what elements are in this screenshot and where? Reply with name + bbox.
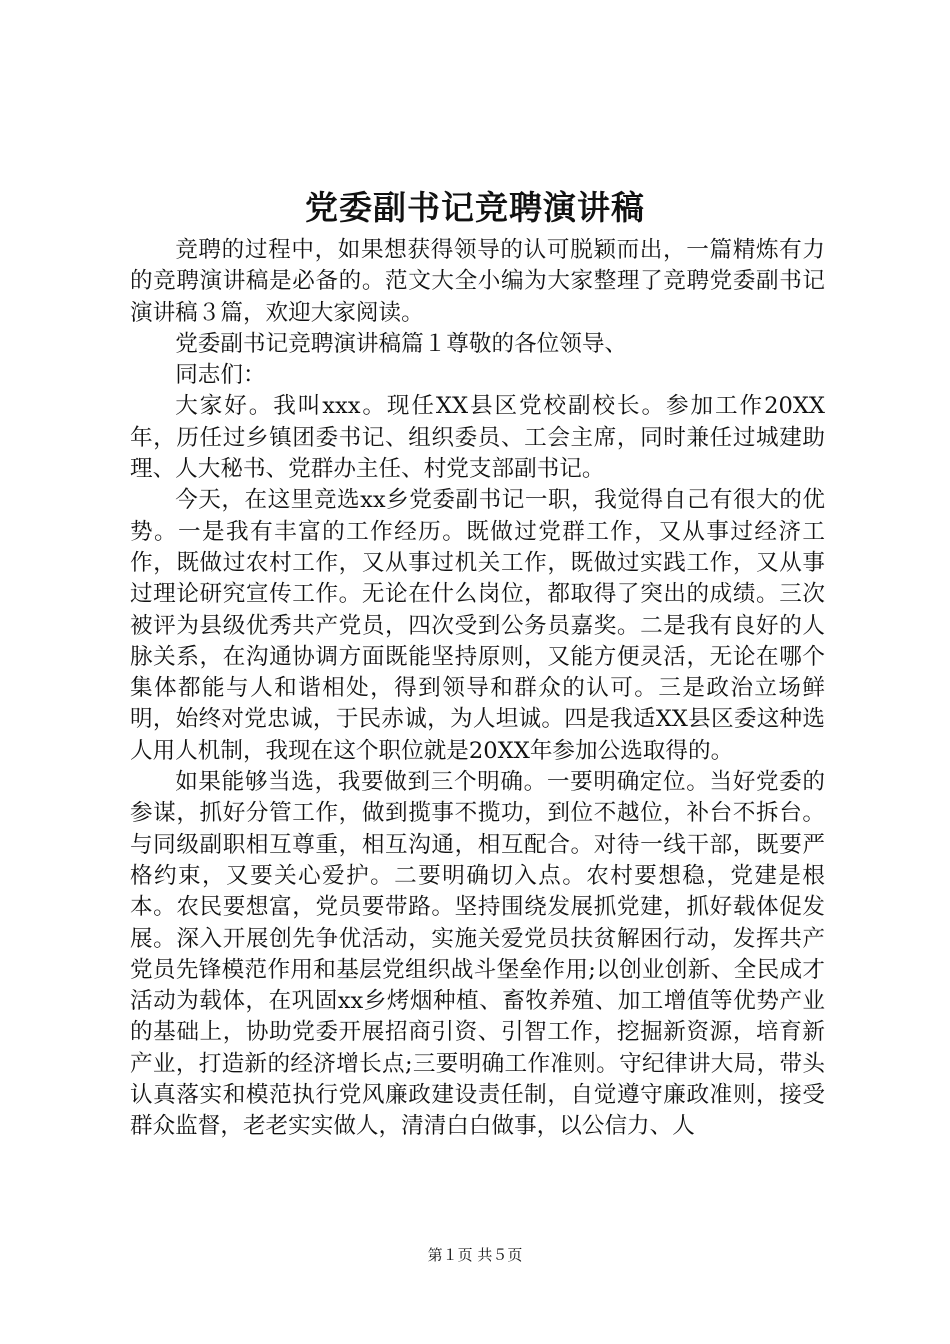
paragraph-intro: 竞聘的过程中，如果想获得领导的认可脱颖而出，一篇精炼有力的竞聘演讲稿是必备的。范文大全小编为大家整理了竞聘党委副书记演讲稿３篇，欢迎大家阅读。 — [130, 237, 825, 326]
document-title: 党委副书记竞聘演讲稿 — [305, 188, 645, 227]
paragraph-plans: 如果能够当选，我要做到三个明确。一要明确定位。当好党委的参谋，抓好分管工作，做到揽事不揽功，到位不越位，补台不拆台。与同级副职相互尊重，相互沟通，相互配合。对待一线干部，既要严格约束，又要关心爱护。二要明确切入点。农村要想稳，党建是根本。农民要想富，党员要带路。坚持围绕发展抓党建，抓好载体促发展。深入开展创先争优活动，实施关爱党员扶贫解困行动，发挥共产党员先锋模范作用和基层党组织战斗堡垒作用;以创业创新、全民成才活动为载体，在巩固xx乡烤烟种植、畜牧养殖、加工增值等优势产业的基础上，协助党委开展招商引资、引智工作，挖掘新资源，培育新产业，打造新的经济增长点;三要明确工作准则。守纪律讲大局，带头认真落实和模范执行党风廉政建设责任制，自觉遵守廉政准则，接受群众监督，老老实实做人，清清白白做事，以公信力、人 — [130, 769, 825, 1140]
page-footer: 第１页 共５页 — [427, 1246, 523, 1264]
paragraph-speech-heading: 党委副书记竞聘演讲稿篇１尊敬的各位领导、 — [175, 330, 628, 357]
document-body — [130, 235, 825, 1143]
paragraph-advantages: 今天，在这里竞选xx乡党委副书记一职，我觉得自己有很大的优势。一是我有丰富的工作经历。既做过党群工作，又从事过经济工作，既做过农村工作，又从事过机关工作，既做过实践工作，又从事过理论研究宣传工作。无论在什么岗位，都取得了突出的成绩。三次被评为县级优秀共产党员，四次受到公务员嘉奖。二是我有良好的人脉关系，在沟通协调方面既能坚持原则，又能方便灵活，无论在哪个集体都能与人和谐相处，得到领导和群众的认可。三是政治立场鲜明，始终对党忠诚，于民赤诚，为人坦诚。四是我适XX县区委这种选人用人机制，我现在这个职位就是20XX年参加公选取得的。 — [130, 487, 825, 764]
paragraph-salutation: 同志们： — [175, 362, 266, 389]
paragraph-self-introduction: 大家好。我叫xxx。现任XX县区党校副校长。参加工作20XX年，历任过乡镇团委书记、组织委员、工会主席，同时兼任过城建助理、人大秘书、党群办主任、村党支部副书记。 — [130, 393, 825, 483]
